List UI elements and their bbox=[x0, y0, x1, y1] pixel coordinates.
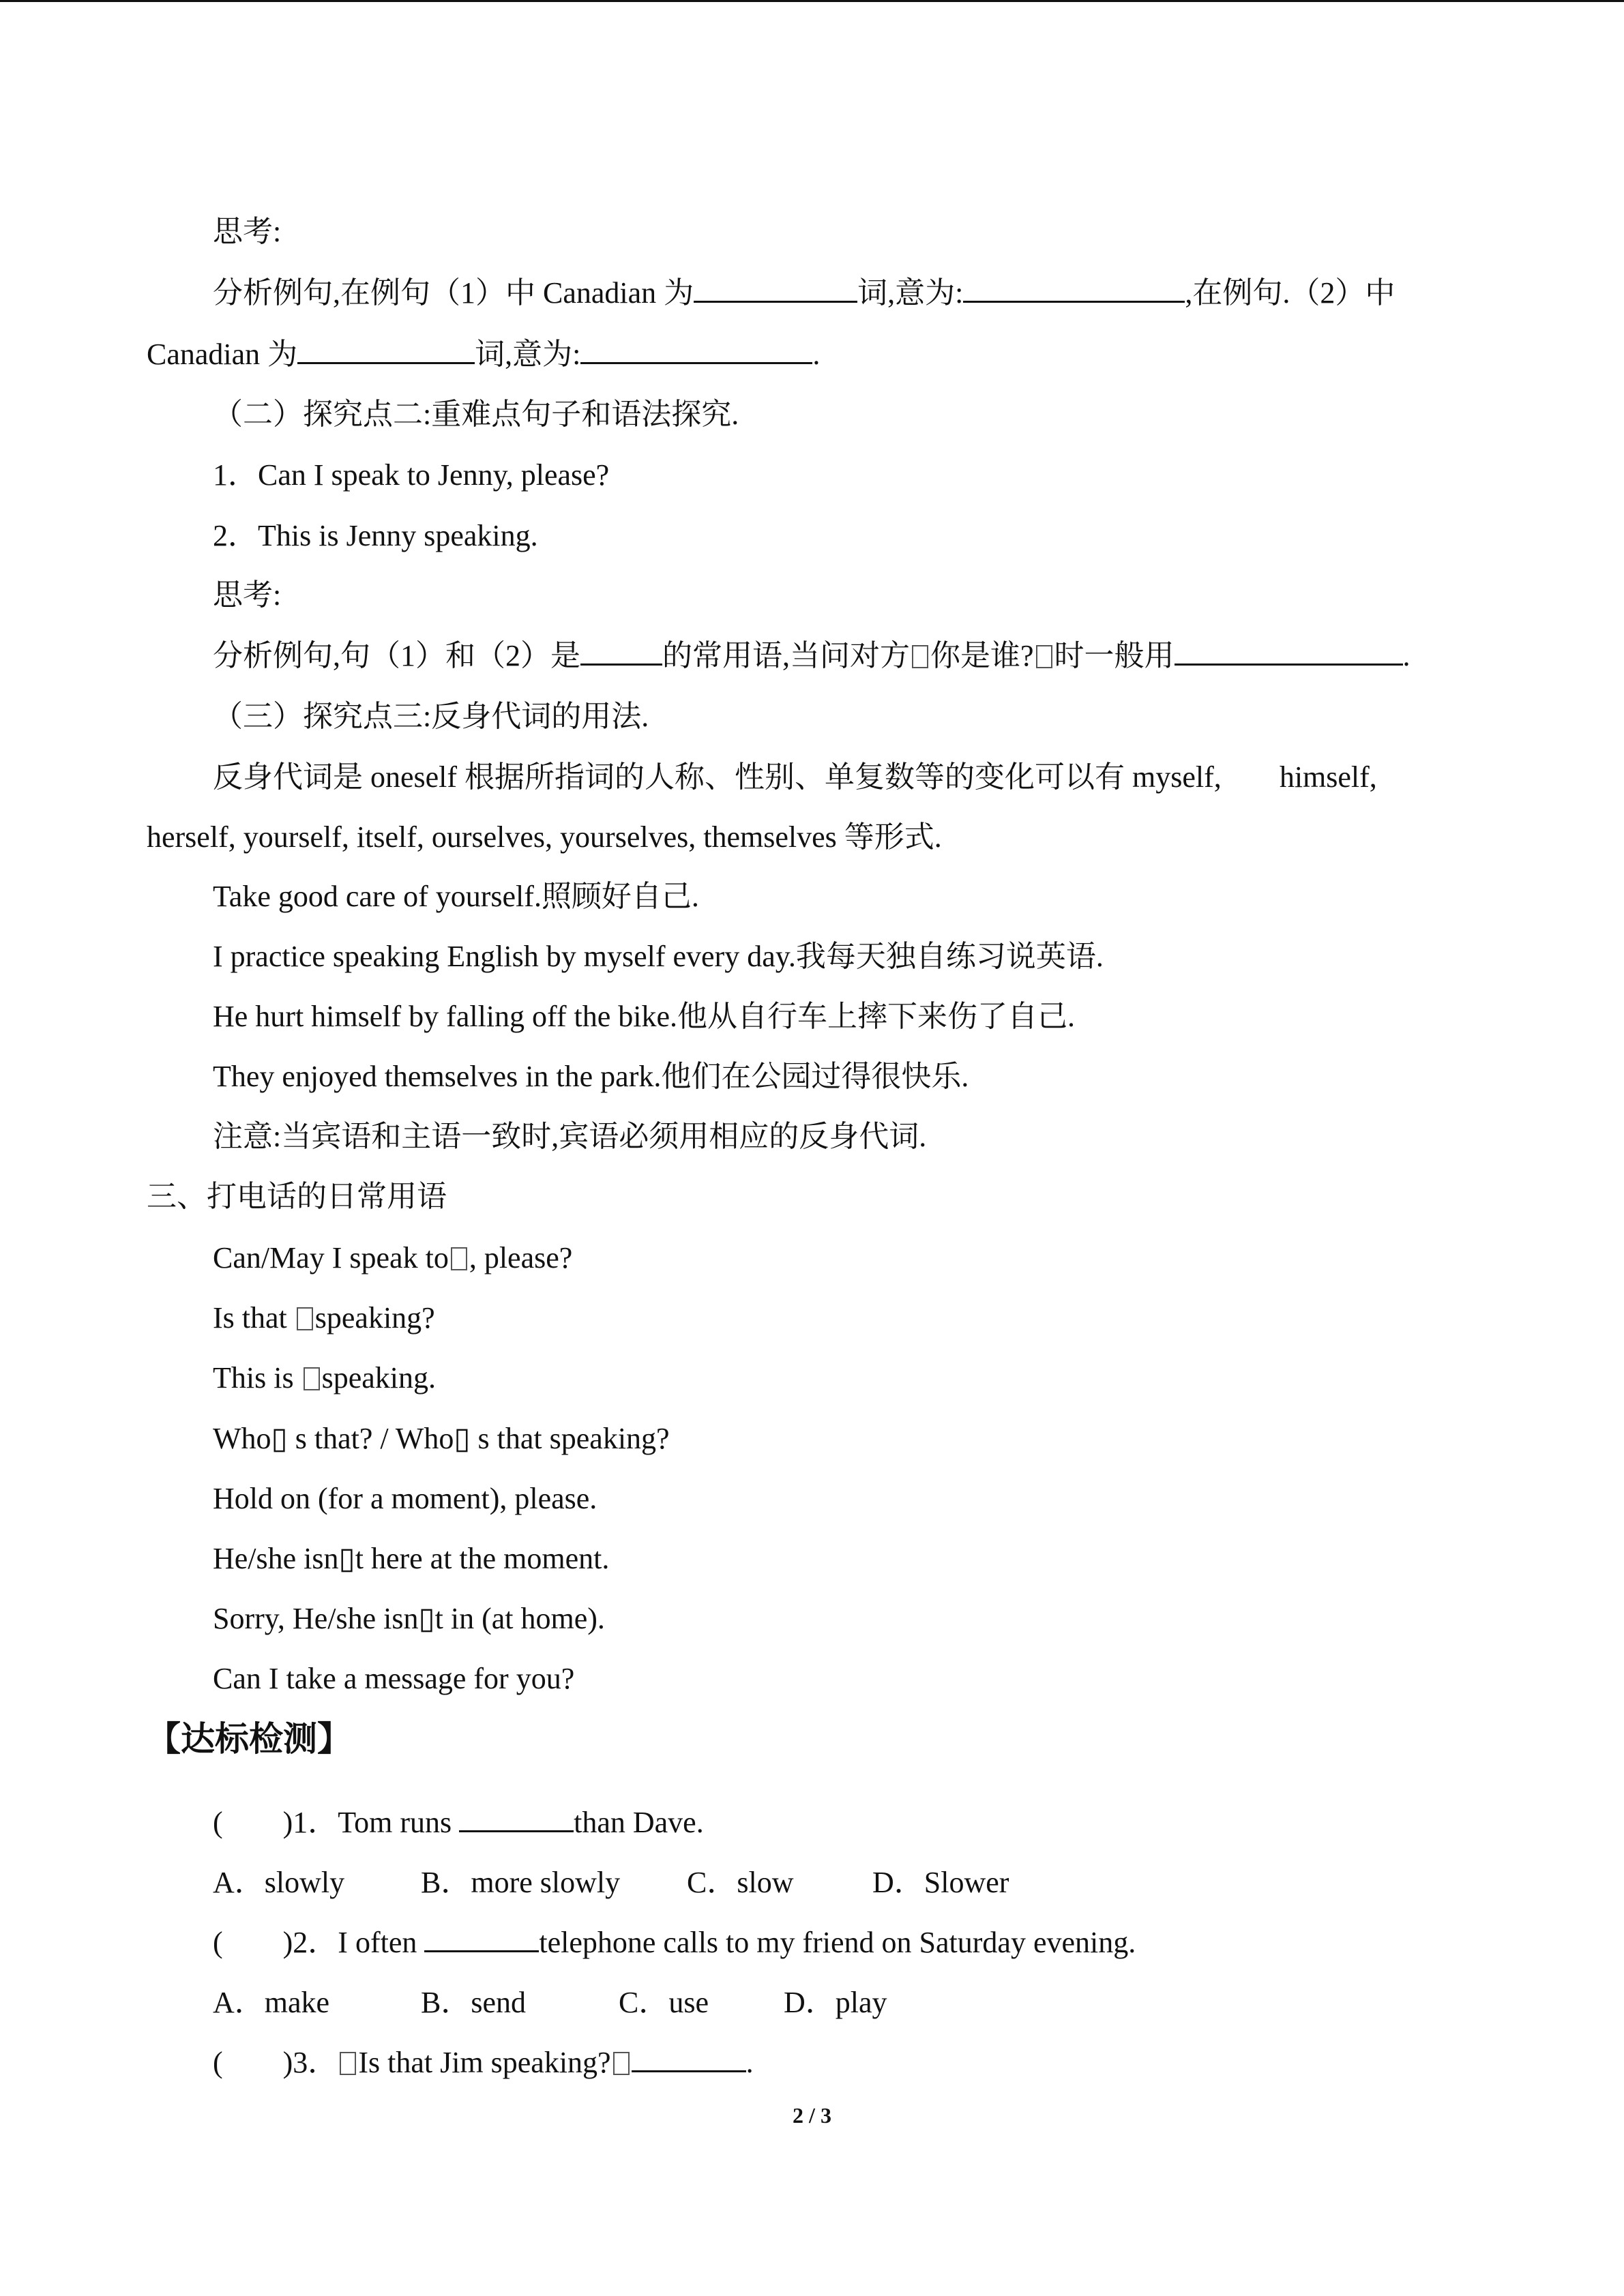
reflexive-note: 注意:当宾语和主语一致时,宾语必须用相应的反身代词. bbox=[213, 1120, 927, 1153]
think-label: 思考: bbox=[213, 215, 282, 248]
example-sentence-2: 2．This is Jenny speaking. bbox=[213, 519, 538, 552]
page-top-border bbox=[0, 0, 1624, 2]
page-number: 2 / 3 bbox=[793, 2103, 831, 2128]
phone-phrase-2 bbox=[213, 1298, 435, 1339]
option-b[interactable]: B．more slowly bbox=[421, 1866, 621, 1899]
fill-blank[interactable] bbox=[694, 273, 857, 303]
text: ( )2．I often bbox=[213, 1926, 425, 1959]
answer-blank[interactable] bbox=[632, 2043, 746, 2072]
reflexive-intro-cont: herself, yourself, itself, ourselves, yourselves, themselves 等形式. bbox=[147, 820, 942, 854]
reflexive-example-4: They enjoyed themselves in the park.他们在公园过得很快乐. bbox=[213, 1060, 969, 1093]
text: telephone calls to my friend on Saturday evening. bbox=[539, 1926, 1136, 1959]
analysis-paragraph-2 bbox=[213, 636, 1411, 676]
text: himself, bbox=[1279, 760, 1377, 794]
reflexive-example-3: He hurt himself by falling off the bike.他从自行车上摔下来伤了自己. bbox=[213, 1000, 1076, 1033]
text: ( )1．Tom runs bbox=[213, 1806, 460, 1839]
missing-glyph-icon bbox=[340, 2052, 356, 2075]
fill-blank[interactable] bbox=[580, 636, 662, 666]
phone-phrase-3 bbox=[213, 1358, 436, 1399]
text: 你是谁? bbox=[930, 639, 1034, 672]
question-3 bbox=[213, 2042, 754, 2083]
phone-phrase-4: Who▯ s that? / Who▯ s that speaking? bbox=[213, 1422, 670, 1455]
fill-blank[interactable] bbox=[580, 335, 812, 364]
analysis-paragraph-1-cont bbox=[147, 334, 820, 375]
option-b[interactable]: B．send bbox=[421, 1986, 526, 2019]
test-heading: 【达标检测】 bbox=[147, 1719, 351, 1759]
option-a[interactable]: A．slowly bbox=[213, 1866, 345, 1899]
answer-blank[interactable] bbox=[424, 1923, 539, 1952]
text: Can/May I speak to bbox=[213, 1241, 449, 1274]
section-3-title: （三）探究点三:反身代词的用法. bbox=[213, 700, 649, 733]
text: speaking. bbox=[321, 1361, 436, 1395]
question-1-options bbox=[213, 1862, 1009, 1903]
fill-blank[interactable] bbox=[1175, 636, 1403, 666]
text: 词,意为: bbox=[857, 276, 964, 310]
text: 反身代词是 oneself 根据所指词的人称、性别、单复数等的变化可以有 myself, bbox=[213, 760, 1222, 794]
missing-glyph-icon bbox=[451, 1247, 467, 1270]
phone-phrase-6: He/she isn▯t here at the moment. bbox=[213, 1542, 610, 1575]
part-3-title: 三、打电话的日常用语 bbox=[147, 1180, 447, 1213]
section-2-title: （二）探究点二:重难点句子和语法探究. bbox=[213, 398, 739, 431]
text: ,在例句.（2）中 bbox=[1185, 276, 1396, 310]
example-sentence-1: 1．Can I speak to Jenny, please? bbox=[213, 458, 610, 492]
missing-glyph-icon bbox=[912, 645, 928, 668]
phone-phrase-8: Can I take a message for you? bbox=[213, 1662, 575, 1695]
option-d[interactable]: D．Slower bbox=[872, 1866, 1009, 1899]
text: . bbox=[812, 338, 821, 371]
fill-blank[interactable] bbox=[297, 335, 475, 364]
question-1 bbox=[213, 1802, 704, 1843]
question-2 bbox=[213, 1922, 1136, 1963]
option-c[interactable]: C．slow bbox=[687, 1866, 794, 1899]
fill-blank[interactable] bbox=[963, 273, 1185, 303]
text: ( )3． bbox=[213, 2046, 338, 2079]
missing-glyph-icon bbox=[297, 1307, 313, 1330]
text: . bbox=[745, 2046, 754, 2079]
question-2-options bbox=[213, 1982, 887, 2023]
missing-glyph-icon bbox=[613, 2052, 630, 2075]
text: speaking? bbox=[314, 1301, 435, 1335]
phone-phrase-5: Hold on (for a moment), please. bbox=[213, 1482, 597, 1515]
option-a[interactable]: A．make bbox=[213, 1986, 330, 2019]
option-d[interactable]: D．play bbox=[784, 1986, 887, 2019]
reflexive-intro bbox=[213, 757, 1377, 798]
answer-blank[interactable] bbox=[459, 1803, 574, 1832]
text: than Dave. bbox=[574, 1806, 704, 1839]
text: This is bbox=[213, 1361, 301, 1395]
text: 的常用语,当问对方 bbox=[662, 639, 910, 672]
phone-phrase-7: Sorry, He/she isn▯t in (at home). bbox=[213, 1602, 605, 1635]
option-c[interactable]: C．use bbox=[619, 1986, 709, 2019]
reflexive-example-2: I practice speaking English by myself every day.我每天独自练习说英语. bbox=[213, 940, 1104, 973]
text: , please? bbox=[469, 1241, 573, 1274]
text: Is that bbox=[213, 1301, 295, 1335]
missing-glyph-icon bbox=[1036, 645, 1052, 668]
text: 时一般用 bbox=[1054, 639, 1175, 672]
phone-phrase-1 bbox=[213, 1238, 572, 1279]
reflexive-example-1: Take good care of yourself.照顾好自己. bbox=[213, 880, 699, 913]
text: Canadian 为 bbox=[147, 338, 298, 371]
analysis-paragraph-1 bbox=[213, 273, 1395, 314]
text: 词,意为: bbox=[475, 338, 581, 371]
missing-glyph-icon bbox=[304, 1367, 320, 1390]
text: 分析例句,句（1）和（2）是 bbox=[213, 639, 580, 672]
think-label-2: 思考: bbox=[213, 578, 282, 612]
text: . bbox=[1402, 639, 1411, 672]
text: Is that Jim speaking? bbox=[358, 2046, 611, 2079]
text: 分析例句,在例句（1）中 Canadian 为 bbox=[213, 276, 694, 310]
